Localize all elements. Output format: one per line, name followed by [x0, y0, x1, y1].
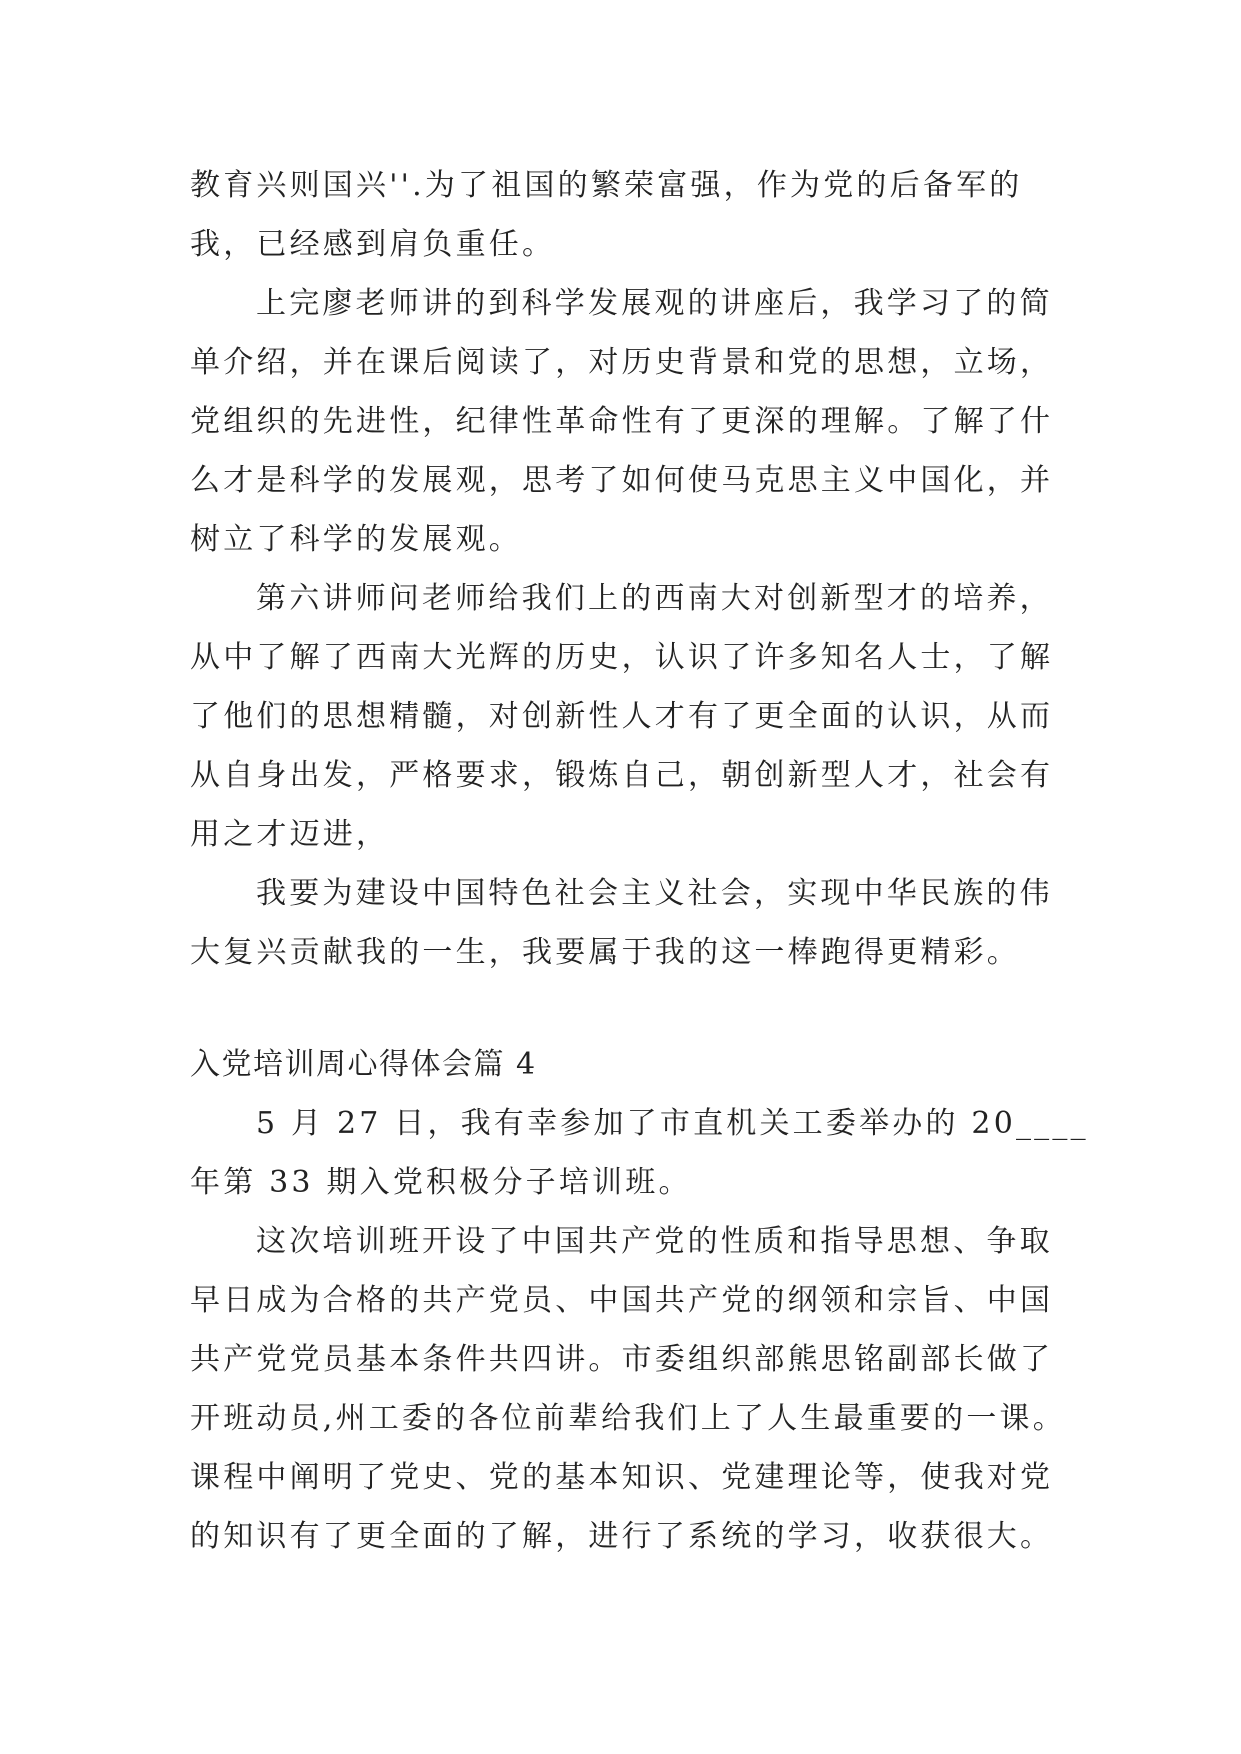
text-line: 开班动员,州工委的各位前辈给我们上了人生最重要的一课。 — [190, 1401, 1066, 1436]
text-line: 我，已经感到肩负重任。 — [190, 227, 556, 262]
paragraph — [190, 864, 1090, 982]
section-gap — [190, 982, 1090, 1035]
text-line: 用之才迈进， — [190, 817, 390, 852]
text-line: 从中了解了西南大光辉的历史，认识了许多知名人士，了解 — [190, 640, 1054, 675]
text-line: 大复兴贡献我的一生，我要属于我的这一棒跑得更精彩。 — [190, 935, 1020, 970]
text-line: 我要为建设中国特色社会主义社会，实现中华民族的伟 — [256, 876, 1053, 911]
text-line: 第六讲师问老师给我们上的西南大对创新型才的培养， — [256, 581, 1053, 616]
text-line: 树立了科学的发展观。 — [190, 522, 522, 557]
text-line: 从自身出发，严格要求，锻炼自己，朝创新型人才，社会有 — [190, 758, 1054, 793]
text-line: 的知识有了更全面的了解，进行了系统的学习，收获很大。 — [190, 1519, 1054, 1554]
text-line: 教育兴则国兴''.为了祖国的繁荣富强，作为党的后备军的 — [190, 168, 1023, 203]
section-heading: 入党培训周心得体会篇 4 — [190, 1047, 537, 1082]
text-line: 了他们的思想精髓，对创新性人才有了更全面的认识，从而 — [190, 699, 1054, 734]
text-line: 年第 33 期入党积极分子培训班。 — [190, 1165, 692, 1200]
text-line: 上完廖老师讲的到科学发展观的讲座后，我学习了的简 — [256, 286, 1053, 321]
paragraph — [190, 274, 1090, 569]
text-line: 这次培训班开设了中国共产党的性质和指导思想、争取 — [256, 1224, 1053, 1259]
text-line: 么才是科学的发展观，思考了如何使马克思主义中国化，并 — [190, 463, 1054, 498]
text-line: 共产党党员基本条件共四讲。市委组织部熊思铭副部长做了 — [190, 1342, 1054, 1377]
text-line: 单介绍，并在课后阅读了，对历史背景和党的思想，立场， — [190, 345, 1054, 380]
text-line: 早日成为合格的共产党员、中国共产党的纲领和宗旨、中国 — [190, 1283, 1054, 1318]
document-body — [190, 156, 1090, 1566]
text-line: 课程中阐明了党史、党的基本知识、党建理论等，使我对党 — [190, 1460, 1054, 1495]
paragraph — [190, 1212, 1090, 1566]
text-line: 5 月 27 日，我有幸参加了市直机关工委举办的 20____ — [256, 1106, 1089, 1141]
paragraph — [190, 569, 1090, 864]
text-line: 党组织的先进性，纪律性革命性有了更深的理解。了解了什 — [190, 404, 1054, 439]
paragraph — [190, 156, 1090, 274]
paragraph — [190, 1094, 1090, 1212]
